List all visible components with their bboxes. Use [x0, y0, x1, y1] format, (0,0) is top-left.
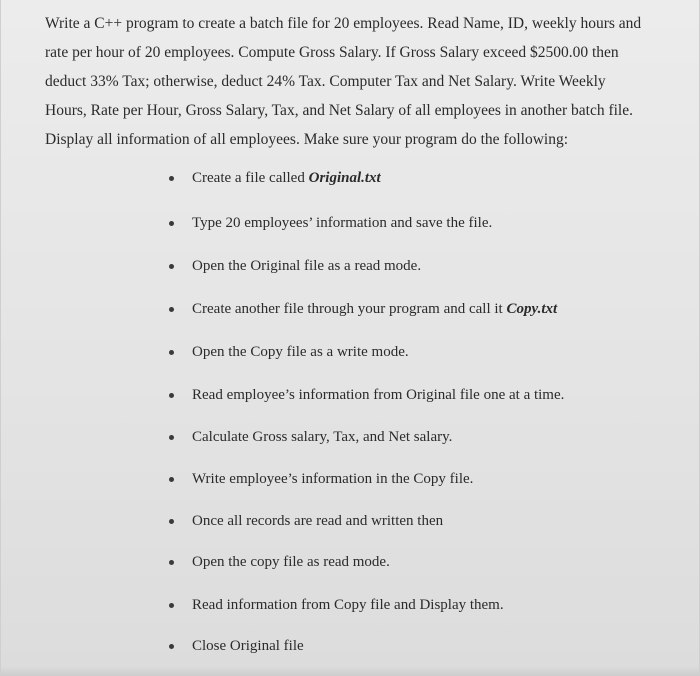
statement-line: Write a C++ program to create a batch file for 20 employees. Read Name, ID, weekly hours and: [45, 15, 642, 32]
bullet-icon: [169, 603, 174, 608]
bullet-icon: [169, 477, 174, 482]
bullet-icon: [169, 519, 174, 524]
bullet-icon: [169, 560, 174, 565]
list-item: [169, 550, 390, 574]
list-item: [169, 211, 492, 235]
list-item: [169, 425, 452, 449]
bullet-icon: [169, 221, 174, 226]
list-item-text: Write employee’s information in the Copy file.: [192, 470, 474, 487]
list-item: [169, 297, 557, 321]
list-item: [169, 634, 304, 658]
list-item-text: Read employee’s information from Original file one at a time.: [192, 386, 565, 403]
list-item-text: Once all records are read and written then: [192, 512, 444, 529]
filename-emphasis: Original.txt: [308, 169, 381, 186]
statement-line: Display all information of all employees. Make sure your program do the following:: [45, 131, 569, 148]
list-item: [169, 166, 381, 190]
list-item: [169, 340, 409, 364]
statement-line: rate per hour of 20 employees. Compute Gross Salary. If Gross Salary exceed $2500.00 then: [45, 44, 619, 61]
list-item: [169, 383, 564, 407]
filename-emphasis: Copy.txt: [506, 300, 558, 317]
requirements-list: [1, 0, 700, 676]
bullet-icon: [169, 176, 174, 181]
page-bottom-shadow: [1, 666, 699, 676]
bullet-icon: [169, 264, 174, 269]
list-item: [169, 467, 473, 491]
list-item-text: Calculate Gross salary, Tax, and Net salary.: [192, 428, 453, 445]
bullet-icon: [169, 307, 174, 312]
list-item-text: Open the Copy file as a write mode.: [192, 343, 409, 360]
list-item: [169, 509, 443, 533]
list-item-text: Close Original file: [192, 637, 304, 654]
list-item-text: Open the Original file as a read mode.: [192, 257, 422, 274]
list-item-text: Type 20 employees’ information and save the file.: [192, 214, 493, 231]
bullet-icon: [169, 644, 174, 649]
bullet-icon: [169, 393, 174, 398]
statement-line: Hours, Rate per Hour, Gross Salary, Tax, and Net Salary of all employees in another batch file.: [45, 102, 633, 119]
bullet-icon: [169, 435, 174, 440]
list-item: [169, 593, 504, 617]
list-item: [169, 254, 421, 278]
list-item-text: Create another file through your program and call it Copy.txt: [192, 300, 558, 317]
list-item-text: Read information from Copy file and Display them.: [192, 596, 504, 613]
bullet-icon: [169, 350, 174, 355]
statement-line: deduct 33% Tax; otherwise, deduct 24% Tax. Computer Tax and Net Salary. Write Weekly: [45, 73, 606, 90]
list-item-text: Create a file called Original.txt: [192, 169, 381, 186]
list-item-text: Open the copy file as read mode.: [192, 553, 390, 570]
